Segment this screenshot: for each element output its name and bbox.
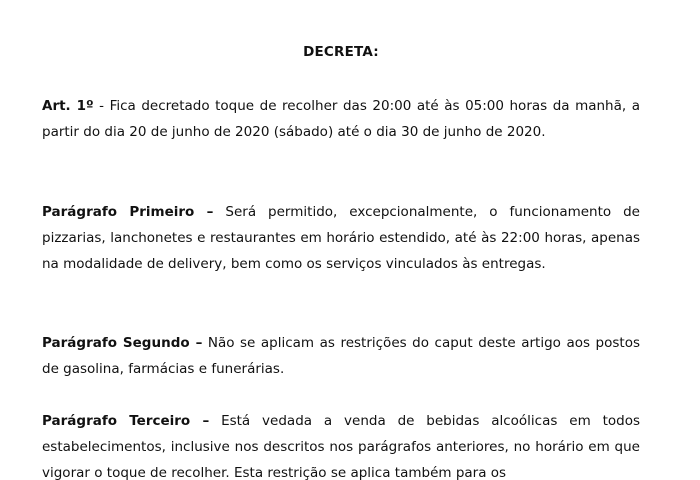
paragraph-third-separator — [209, 413, 221, 429]
paragraph-second — [42, 330, 640, 382]
article-1-text: Fica decretado toque de recolher das 20:00 até às 05:00 horas da manhã, a partir do dia 20 de junho de 2020 (sábado) até o dia 30 de junho de 2020. — [42, 98, 640, 140]
article-1 — [42, 93, 640, 145]
paragraph-second-label: Parágrafo Segundo – — [42, 335, 203, 351]
article-1-label: Art. 1º — [42, 98, 94, 114]
paragraph-third-label: Parágrafo Terceiro – — [42, 413, 210, 429]
decree-heading: DECRETA: — [303, 44, 379, 60]
paragraph-third-text: Está vedada a venda de bebidas alcoólicas em todos estabelecimentos, inclusive nos descritos nos parágrafos anteriores, no horário em que vigorar o toque de recolher. Esta restrição se aplica também para os — [42, 413, 640, 480]
article-1-separator: - — [93, 98, 110, 114]
paragraph-second-text: Não se aplicam as restrições do caput deste artigo aos postos de gasolina, farmácias e funerárias. — [42, 335, 640, 377]
paragraph-first-text: Será permitido, excepcionalmente, o funcionamento de pizzarias, lanchonetes e restaurantes em horário estendido, até às 22:00 horas, apenas na modalidade de delivery, bem como os serviços vinculados às entregas. — [42, 204, 640, 272]
paragraph-first-separator — [213, 204, 225, 220]
paragraph-third — [42, 408, 640, 480]
paragraph-first — [42, 199, 640, 277]
paragraph-first-label: Parágrafo Primeiro – — [42, 204, 214, 220]
